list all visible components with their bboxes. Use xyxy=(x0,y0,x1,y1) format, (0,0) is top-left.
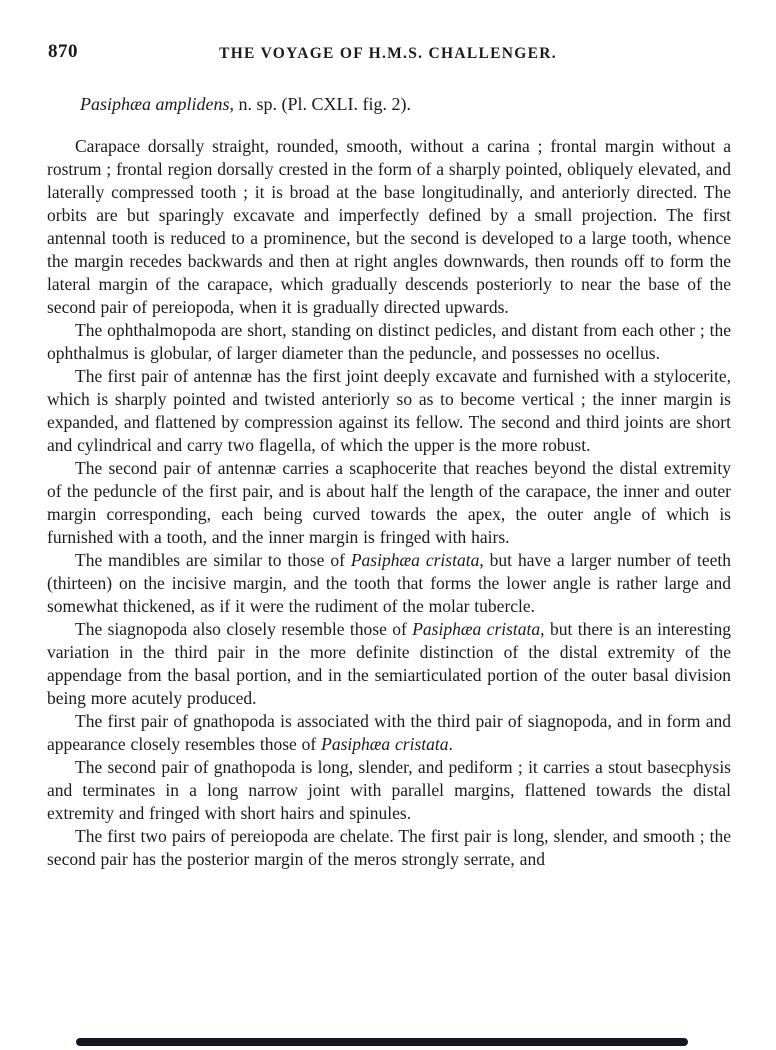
paragraph: The siagnopoda also closely resemble those of Pasiphæa cristata, but there is an interesting variation in the third pair in the more definite distinction of the distal extremity of the appendage from the basal portion, and in the semiarticulated portion of the outer basal division being more acutely produced. xyxy=(47,619,731,708)
paragraph: The ophthalmopoda are short, standing on distinct pedicles, and distant from each other ; the ophthalmus is globular, of larger diameter than the peduncle, and possesses no ocellus. xyxy=(47,320,731,363)
paragraph: The second pair of antennæ carries a scaphocerite that reaches beyond the distal extremity of the peduncle of the first pair, and is about half the length of the carapace, the inner and outer margin corresponding, each being curved towards the apex, the outer angle of which is furnished with a tooth, and the inner margin is fringed with hairs. xyxy=(47,458,731,547)
paragraph: The first two pairs of pereiopoda are chelate. The first pair is long, slender, and smooth ; the second pair has the posterior margin of the meros strongly serrate, and xyxy=(47,826,731,869)
page-number: 870 xyxy=(48,41,78,62)
paragraph: The first pair of antennæ has the first joint deeply excavate and furnished with a stylocerite, which is sharply pointed and twisted anteriorly so as to become vertical ; the inner margin is expanded, and flattened by compression against its fellow. The second and third joints are short and cylindrical and carry two flagella, of which the upper is the more robust. xyxy=(47,366,731,455)
paragraph: Carapace dorsally straight, rounded, smooth, without a carina ; frontal margin without a rostrum ; frontal region dorsally crested in the form of a sharply pointed, obliquely elevated, and laterally compressed tooth ; it is broad at the base longitudinally, and anteriorly directed. The orbits are but sparingly excavate and imperfectly defined by a small projection. The first antennal tooth is reduced to a prominence, but the second is developed to a large tooth, whence the margin recedes backwards and then at right angles downwards, then rounds off to form the lateral margin of the carapace, which gradually descends posteriorly to near the base of the second pair of pereiopoda, when it is gradually directed upwards. xyxy=(47,136,731,317)
scan-artifact-bar xyxy=(76,1038,688,1046)
paragraph: The mandibles are similar to those of Pasiphæa cristata, but have a larger number of teeth (thirteen) on the incisive margin, and the tooth that forms the lower angle is rather large and somewhat thickened, as if it were the rudiment of the molar tubercle. xyxy=(47,550,732,616)
body-text xyxy=(47,135,731,871)
paragraph: The first pair of gnathopoda is associated with the third pair of siagnopoda, and in form and appearance closely resembles those of Pasiphæa cristata. xyxy=(47,711,731,754)
paragraph: The second pair of gnathopoda is long, slender, and pediform ; it carries a stout basecphysis and terminates in a long narrow joint with parallel margins, flattened towards the distal extremity and fringed with short hairs and spinules. xyxy=(47,757,731,823)
species-heading: Pasiphæa amplidens, n. sp. (Pl. CXLI. fig. 2). xyxy=(80,94,412,114)
running-title: THE VOYAGE OF H.M.S. CHALLENGER. xyxy=(219,45,557,62)
